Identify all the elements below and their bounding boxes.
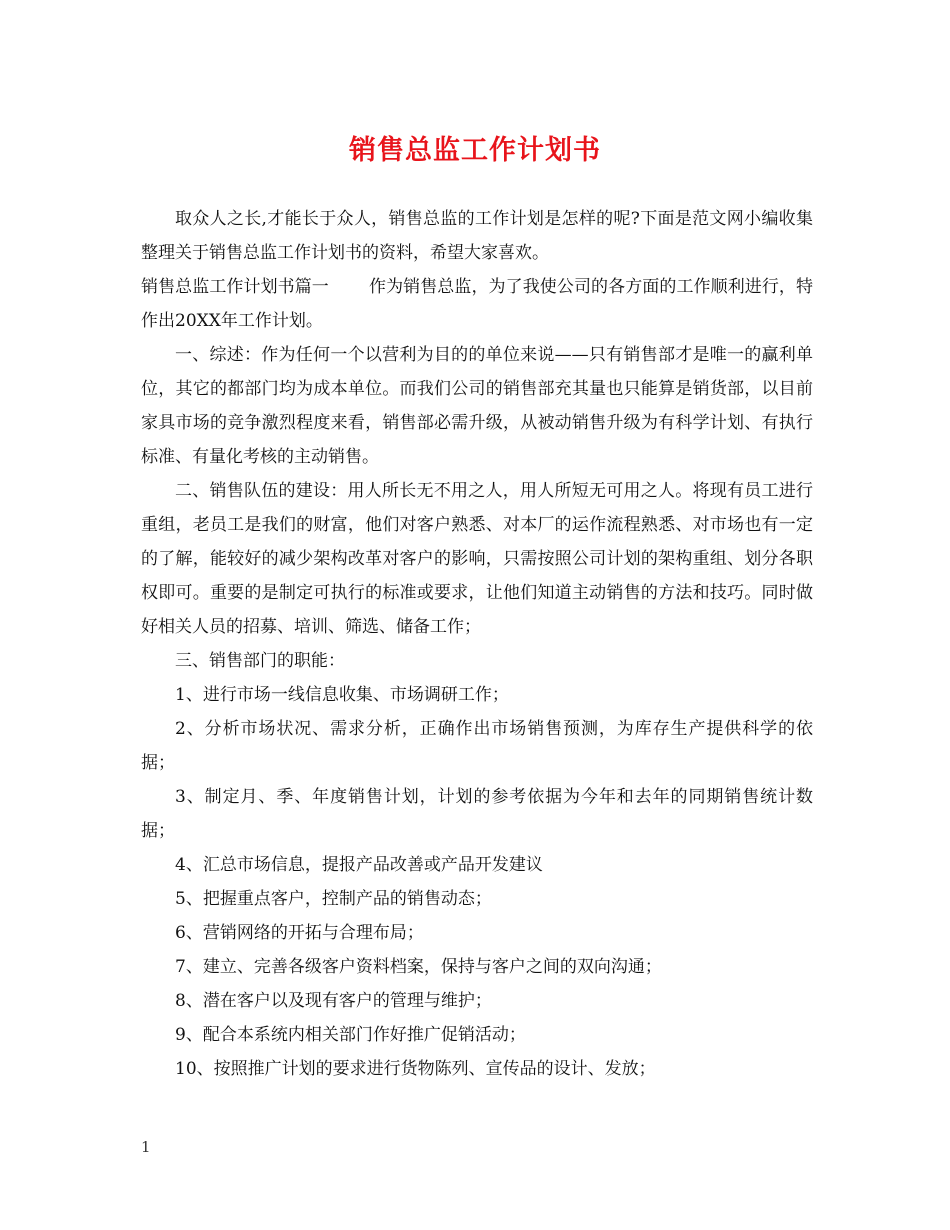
document-title: 销售总监工作计划书 — [349, 135, 601, 166]
document-body — [141, 202, 813, 1086]
list-item: 8、潜在客户以及现有客户的管理与维护； — [175, 991, 492, 1011]
list-item: 10、按照推广计划的要求进行货物陈列、宣传品的设计、发放； — [175, 1059, 656, 1079]
list-item: 7、建立、完善各级客户资料档案，保持与客户之间的双向沟通； — [175, 957, 662, 977]
section-paragraph — [141, 270, 813, 338]
page-number: 1 — [141, 1138, 151, 1156]
paragraph-team: 二、销售队伍的建设：用人所长无不用之人，用人所短无可用之人。将现有员工进行重组，老员工是我们的财富，他们对客户熟悉、对本厂的运作流程熟悉、对市场也有一定的了解，能较好的减少架构改革对客户的影响，只需按照公司计划的架构重组、划分各职权即可。重要的是制定可执行的标准或要求，让他们知道主动销售的方法和技巧。同时做好相关人员的招募、培训、筛选、储备工作； — [141, 481, 813, 637]
list-item: 4、汇总市场信息，提报产品改善或产品开发建议 — [175, 855, 543, 875]
paragraph-functions-heading: 三、销售部门的职能： — [175, 651, 345, 671]
list-item: 6、营销网络的开拓与合理布局； — [175, 923, 424, 943]
list-item: 3、制定月、季、年度销售计划，计划的参考依据为今年和去年的同期销售统计数据； — [141, 787, 813, 841]
section-label: 销售总监工作计划书篇一 — [141, 277, 329, 297]
intro-paragraph: 取众人之长,才能长于众人，销售总监的工作计划是怎样的呢?下面是范文网小编收集整理关于销售总监工作计划书的资料，希望大家喜欢。 — [141, 209, 813, 263]
section-intro: 作为销售总监，为了我使公司的各方面的工作顺利进行，特作出20XX年工作计划。 — [141, 277, 814, 331]
list-item: 9、配合本系统内相关部门作好推广促销活动； — [175, 1025, 526, 1045]
list-item: 5、把握重点客户，控制产品的销售动态； — [175, 889, 492, 909]
list-item: 1、进行市场一线信息收集、市场调研工作； — [175, 685, 509, 705]
list-item: 2、分析市场状况、需求分析，正确作出市场销售预测，为库存生产提供科学的依据； — [141, 719, 813, 773]
paragraph-overview: 一、综述：作为任何一个以营利为目的的单位来说——只有销售部才是唯一的赢利单位，其它的都部门均为成本单位。而我们公司的销售部充其量也只能算是销货部，以目前家具市场的竞争激烈程度来看，销售部必需升级，从被动销售升级为有科学计划、有执行标准、有量化考核的主动销售。 — [141, 345, 813, 467]
